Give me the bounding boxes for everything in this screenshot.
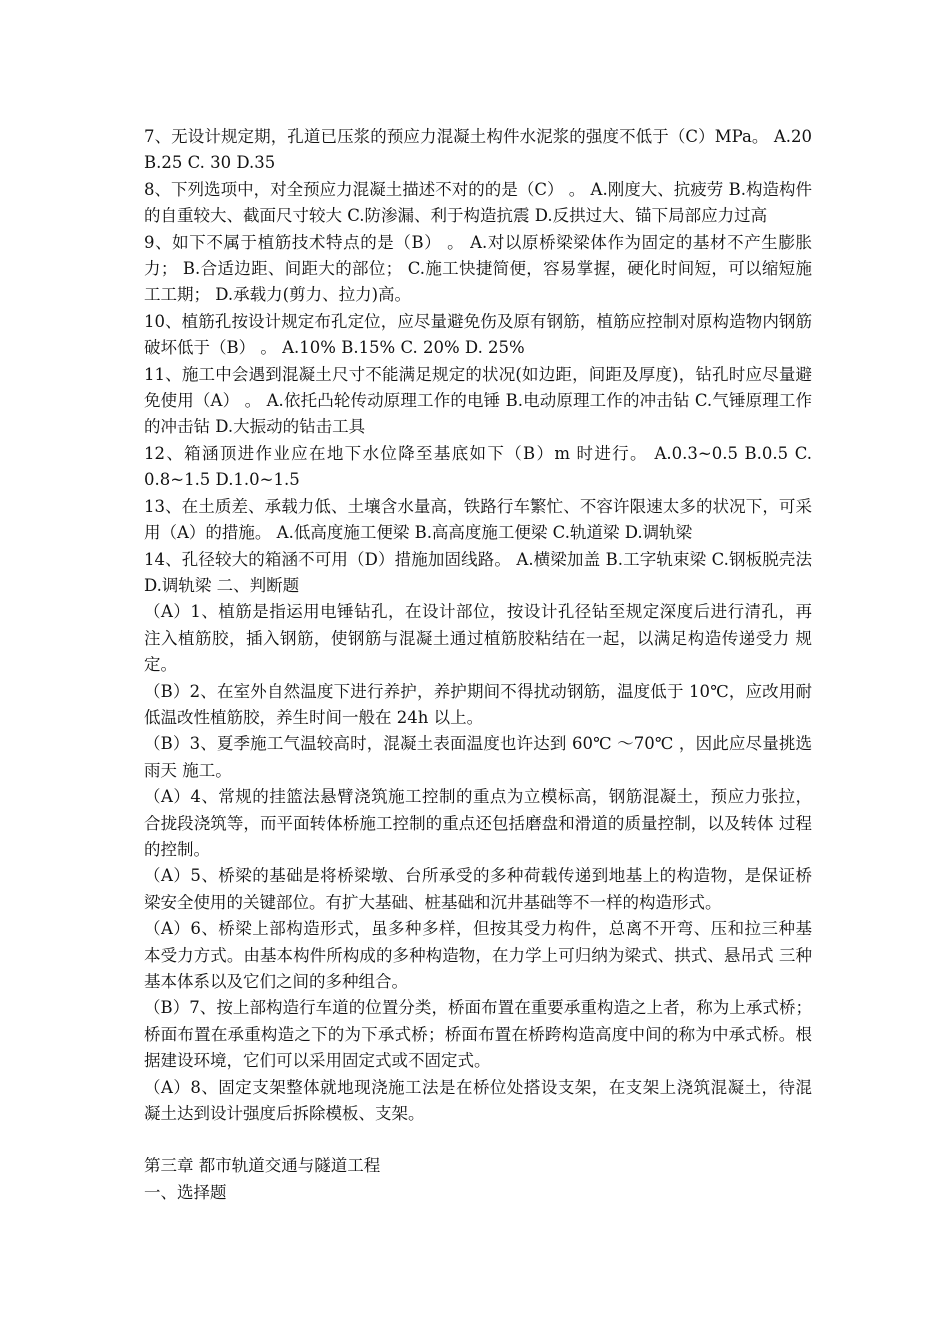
blank-line <box>144 1127 812 1153</box>
question-14: 14、孔径较大的箱涵不可用（D）措施加固线路。 A.横梁加盖 B.工字轨束梁 C.钢板脱壳法 D.调轨梁 二、判断题 <box>144 549 812 595</box>
judgement-7: （B）7、按上部构造行车道的位置分类，桥面布置在重要承重构造之上者，称为上承式桥； 桥面布置在承重构造之下的为下承式桥；桥面布置在桥跨构造高度中间的称为中承式桥。根据建设环境，它们可以采用固定式或不固定式。 <box>144 998 812 1071</box>
document-body <box>144 124 812 1206</box>
judgement-1: （A）1、植筋是指运用电锤钻孔，在设计部位，按设计孔径钻至规定深度后进行清孔，再 注入植筋胶，插入钢筋，使钢筋与混凝土通过植筋胶粘结在一起，以满足构造传递受力 规定。 <box>144 602 812 675</box>
judgement-6: （A）6、桥梁上部构造形式，虽多种多样，但按其受力构件，总离不开弯、压和拉三种基 本受力方式。由基本构件所构成的多种构造物，在力学上可归纳为梁式、拱式、悬吊式 三种基本体系以及它们之间的多种组合。 <box>144 919 812 991</box>
chapter-title: 第三章 都市轨道交通与隧道工程 <box>144 1156 381 1176</box>
question-9: 9、如下不属于植筋技术特点的是（B） 。 A.对以原桥梁梁体作为固定的基材不产生膨胀力； B.合适边距、间距大的部位； C.施工快捷简便，容易掌握，硬化时间短，可以缩短施工工期； D.承载力(剪力、拉力)高。 <box>144 232 812 305</box>
judgement-5: （A）5、桥梁的基础是将桥梁墩、台所承受的多种荷载传递到地基上的构造物，是保证桥 梁安全使用的关键部位。有扩大基础、桩基础和沉井基础等不一样的构造形式。 <box>144 866 812 912</box>
judgement-3: （B）3、夏季施工气温较高时，混凝土表面温度也许达到 60℃ ～70℃ ，因此应尽量挑选雨天 施工。 <box>144 734 812 780</box>
question-8: 8、下列选项中，对全预应力混凝土描述不对的的是（C） 。 A.刚度大、抗疲劳 B.构造构件的自重较大、截面尺寸较大 C.防渗漏、利于构造抗震 D.反拱过大、锚下局部应力过高 <box>144 179 812 226</box>
question-12: 12、箱涵顶进作业应在地下水位降至基底如下（B）m 时进行。 A.0.3~0.5 B.0.5 C. 0.8~1.5 D.1.0~1.5 <box>144 443 812 490</box>
judgement-8: （A）8、固定支架整体就地现浇施工法是在桥位处搭设支架，在支架上浇筑混凝土，待混 凝土达到设计强度后拆除模板、支架。 <box>144 1077 812 1124</box>
judgement-4: （A）4、常规的挂篮法悬臂浇筑施工控制的重点为立模标高，钢筋混凝土，预应力张拉， 合拢段浇筑等，而平面转体桥施工控制的重点还包括磨盘和滑道的质量控制，以及转体 过程的控制。 <box>144 787 812 859</box>
question-10: 10、植筋孔按设计规定布孔定位，应尽量避免伤及原有钢筋，植筋应控制对原构造物内钢筋 破坏低于（B） 。 A.10% B.15% C. 20% D. 25% <box>144 311 812 358</box>
question-7: 7、无设计规定期，孔道已压浆的预应力混凝土构件水泥浆的强度不低于（C）MPa。 A.20 B.25 C. 30 D.35 <box>144 127 812 173</box>
section-title: 一、选择题 <box>144 1182 227 1202</box>
question-11: 11、施工中会遇到混凝土尺寸不能满足规定的状况(如边距，间距及厚度)，钻孔时应尽量避 免使用（A） 。 A.依托凸轮传动原理工作的电锤 B.电动原理工作的冲击钻 C.气锤原理工作的冲击钻 D.大振动的钻击工具 <box>144 364 812 437</box>
question-13: 13、在土质差、承载力低、土壤含水量高，铁路行车繁忙、不容许限速太多的状况下，可采 用（A）的措施。 A.低高度施工便梁 B.高高度施工便梁 C.轨道梁 D.调轨梁 <box>144 496 812 543</box>
judgement-2: （B）2、在室外自然温度下进行养护，养护期间不得扰动钢筋，温度低于 10℃，应改用耐 低温改性植筋胶，养生时间一般在 24h 以上。 <box>144 681 812 727</box>
